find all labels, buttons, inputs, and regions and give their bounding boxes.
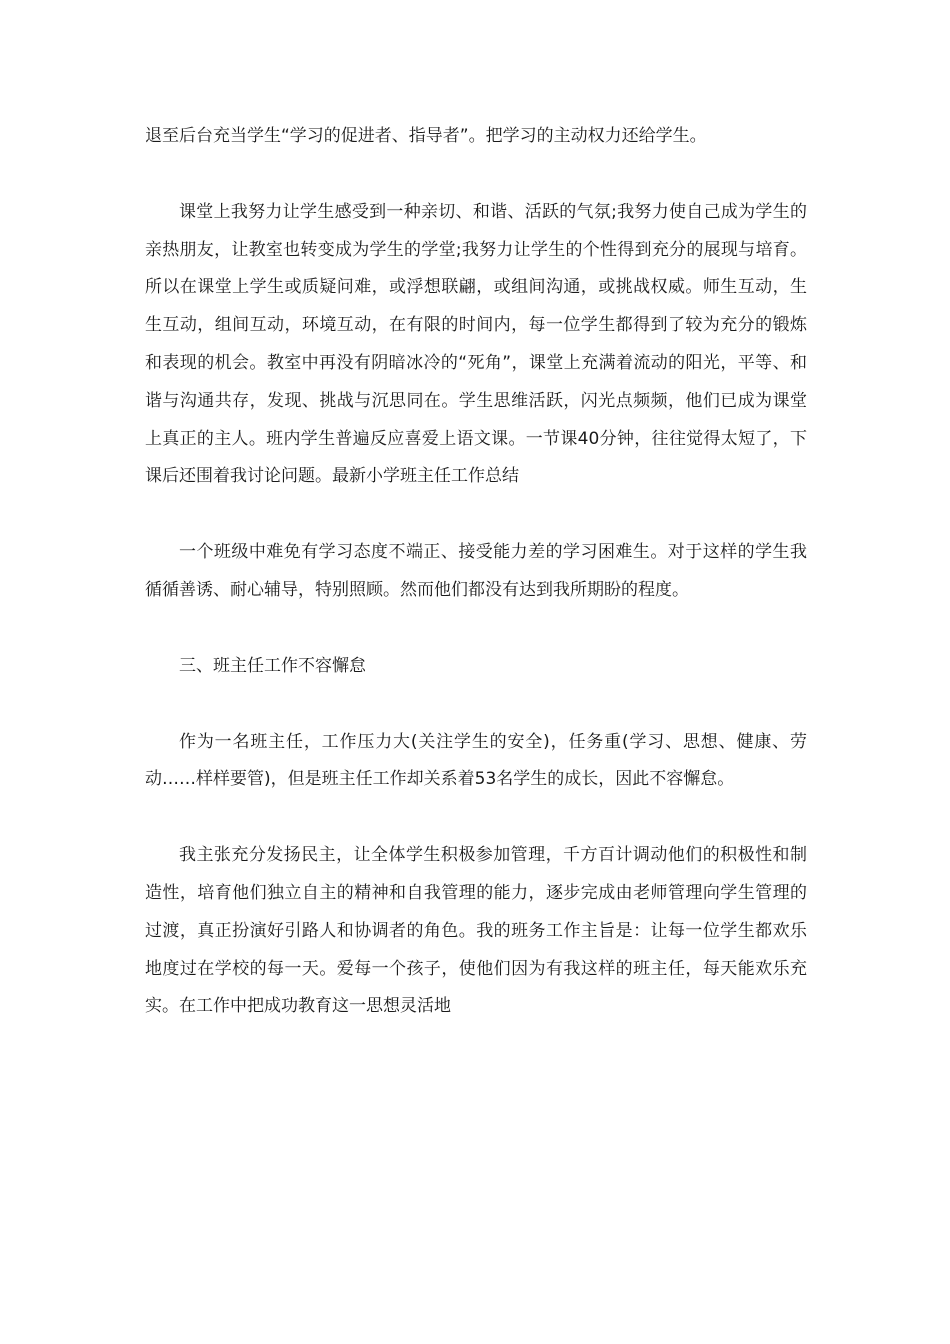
document-body: [145, 118, 807, 1064]
paragraph-classroom: 课堂上我努力让学生感受到一种亲切、和谐、活跃的气氛;我努力使自己成为学生的亲热朋友，让教室也转变成为学生的学堂;我努力让学生的个性得到充分的展现与培育。所以在课堂上学生或质疑问难，或浮想联翩，或组间沟通，或挑战权威。师生互动，生生互动，组间互动，环境互动，在有限的时间内，每一位学生都得到了较为充分的锻炼和表现的机会。教室中再没有阴暗冰冷的“死角”，课堂上充满着流动的阳光，平等、和谐与沟通共存，发现、挑战与沉思同在。学生思维活跃，闪光点频频，他们已成为课堂上真正的主人。班内学生普遍反应喜爱上语文课。一节课40分钟，往往觉得太短了，下课后还围着我讨论问题。最新小学班主任工作总结: [145, 201, 807, 487]
paragraph-continued: 退至后台充当学生“学习的促进者、指导者”。把学习的主动权力还给学生。: [145, 126, 707, 146]
section-heading: 三、班主任工作不容懈怠: [179, 655, 366, 676]
paragraph-struggling-students: 一个班级中难免有学习态度不端正、接受能力差的学习困难生。对于这样的学生我循循善诱、耐心辅导，特别照顾。然而他们都没有达到我所期盼的程度。: [145, 542, 807, 600]
paragraph-workload: 作为一名班主任，工作压力大(关注学生的安全)，任务重(学习、思想、健康、劳动……样样要管)，但是班主任工作却关系着53名学生的成长，因此不容懈怠。: [145, 731, 807, 790]
paragraph-democracy: 我主张充分发扬民主，让全体学生积极参加管理，千方百计调动他们的积极性和制造性，培育他们独立自主的精神和自我管理的能力，逐步完成由老师管理向学生管理的过渡，真正扮演好引路人和协调者的角色。我的班务工作主旨是：让每一位学生都欢乐地度过在学校的每一天。爱每一个孩子，使他们因为有我这样的班主任，每天能欢乐充实。在工作中把成功教育这一思想灵活地: [145, 845, 807, 1017]
